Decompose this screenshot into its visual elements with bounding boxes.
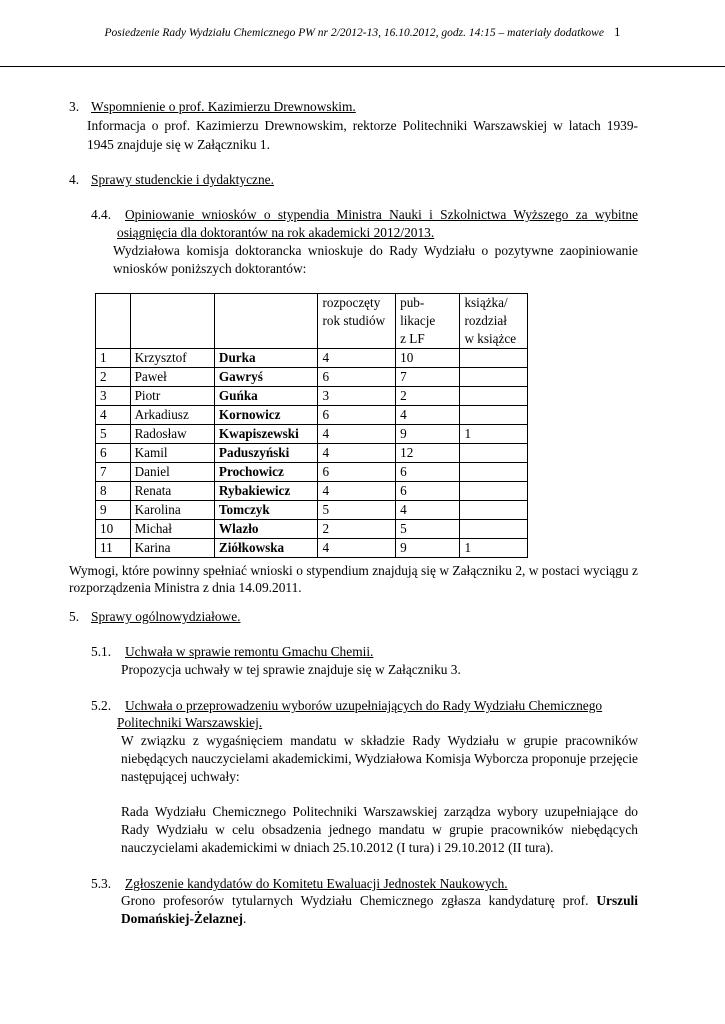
candidate-first-name: Urszuli [596, 893, 638, 908]
last-name: Tomczyk [214, 501, 318, 520]
start-year: 4 [318, 425, 396, 444]
row-number: 11 [96, 539, 131, 558]
book-chapters [460, 349, 528, 368]
start-year: 6 [318, 463, 396, 482]
start-year: 2 [318, 520, 396, 539]
section-4-4-body-line-2: wniosków poniższych doktorantów: [113, 261, 307, 276]
book-chapters [460, 444, 528, 463]
section-5-2-number: 5.2. [91, 698, 112, 713]
book-chapters [460, 387, 528, 406]
table-row [96, 368, 528, 387]
start-year: 4 [318, 349, 396, 368]
header-start-year-line: rok studiów [322, 313, 386, 328]
start-year: 4 [318, 539, 396, 558]
header-rule [0, 66, 725, 67]
last-name: Kornowicz [214, 406, 318, 425]
section-5-3-body-text: Grono profesorów tytularnych Wydziału Chemicznego zgłasza kandydaturę prof. [121, 893, 589, 908]
section-3-title: Wspomnienie o prof. Kazimierzu Drewnowskim. [91, 99, 356, 114]
book-chapters [460, 368, 528, 387]
last-name: Ziółkowska [214, 539, 318, 558]
header-book-chapter-line: w książce [464, 331, 517, 346]
section-5-number: 5. [69, 609, 80, 624]
sentence-end: . [243, 911, 247, 926]
section-5-2-para-1-line-1: W związku z wygaśnięciem mandatu w składzie Rady Wydziału w grupie pracowników [121, 733, 638, 748]
start-year: 4 [318, 482, 396, 501]
requirements-line-1: Wymogi, które powinny spełniać wnioski o stypendium znajdują się w Załączniku 2, w postaci wyciągu z [69, 563, 638, 578]
first-name: Arkadiusz [130, 406, 214, 425]
publications: 9 [396, 539, 460, 558]
first-name: Karolina [130, 501, 214, 520]
header-publications-line: z LF [400, 331, 425, 346]
table-row [96, 463, 528, 482]
publications: 7 [396, 368, 460, 387]
header-start-year-line: rozpoczęty [322, 295, 381, 310]
section-5-3-body-line-1 [121, 891, 638, 911]
book-chapters [460, 482, 528, 501]
section-5-2-para-2-line-3: nauczycielami akademickimi w dniach 25.10.2012 (I tura) i 29.10.2012 (II tura). [121, 840, 554, 855]
first-name: Krzysztof [130, 349, 214, 368]
header-book-chapter-line: rozdział [464, 313, 507, 328]
section-5-1-title: Uchwała w sprawie remontu Gmachu Chemii. [125, 644, 374, 659]
first-name: Karina [130, 539, 214, 558]
section-5-1-number: 5.1. [91, 644, 112, 659]
row-number: 7 [96, 463, 131, 482]
first-name: Renata [130, 482, 214, 501]
section-5-3-title: Zgłoszenie kandydatów do Komitetu Ewaluacji Jednostek Naukowych. [125, 876, 508, 891]
book-chapters [460, 501, 528, 520]
book-chapters [460, 406, 528, 425]
section-5-1-body: Propozycja uchwały w tej sprawie znajduje się w Załączniku 3. [121, 662, 461, 677]
table-row [96, 539, 528, 558]
section-4-4-number: 4.4. [91, 207, 112, 222]
publications: 12 [396, 444, 460, 463]
section-3-body-line-2: 1945 znajduje się w Załączniku 1. [87, 137, 270, 152]
row-number: 6 [96, 444, 131, 463]
table-row [96, 406, 528, 425]
section-5-2-para-1-line-3: następującej uchwały: [121, 769, 240, 784]
row-number: 1 [96, 349, 131, 368]
first-name: Paweł [130, 368, 214, 387]
last-name: Wlazło [214, 520, 318, 539]
doctoral-students-table [95, 293, 528, 558]
publications: 2 [396, 387, 460, 406]
candidate-last-name: Domańskiej-Żelaznej [121, 911, 243, 926]
row-number: 4 [96, 406, 131, 425]
header-publications [396, 294, 460, 349]
first-name: Piotr [130, 387, 214, 406]
start-year: 6 [318, 368, 396, 387]
header-cell-empty [130, 294, 214, 349]
section-5-2-title-line-1: Uchwała o przeprowadzeniu wyborów uzupełniających do Rady Wydziału Chemicznego [125, 698, 603, 713]
page-number: 1 [613, 24, 621, 39]
header-publications-line: pub- [400, 295, 425, 310]
last-name: Paduszyński [214, 444, 318, 463]
header-book-chapter-line: książka/ [464, 295, 508, 310]
publications: 9 [396, 425, 460, 444]
section-5-2-para-1-line-2: niebędących nauczycielami akademickimi, Wydziałowa Komisja Wyborcza proponuje przejęcie [121, 751, 638, 766]
section-5-2-para-2-line-2: Rady Wydziału w celu obsadzenia jednego mandatu w grupie pracowników niebędących [121, 822, 638, 837]
header-start-year [318, 294, 396, 349]
publications: 5 [396, 520, 460, 539]
table-row [96, 425, 528, 444]
section-3-body-line-1: Informacja o prof. Kazimierzu Drewnowskim, rektorze Politechniki Warszawskiej w latach 1939- [87, 118, 638, 133]
section-4-number: 4. [69, 172, 80, 187]
last-name: Rybakiewicz [214, 482, 318, 501]
publications: 10 [396, 349, 460, 368]
section-5-2-para-2-line-1: Rada Wydziału Chemicznego Politechniki Warszawskiej zarządza wybory uzupełniające do [121, 804, 638, 819]
table-row [96, 501, 528, 520]
row-number: 10 [96, 520, 131, 539]
page-header [0, 24, 725, 40]
section-5-title: Sprawy ogólnowydziałowe. [91, 609, 241, 624]
start-year: 4 [318, 444, 396, 463]
start-year: 3 [318, 387, 396, 406]
book-chapters: 1 [460, 425, 528, 444]
last-name: Durka [214, 349, 318, 368]
first-name: Radosław [130, 425, 214, 444]
header-cell-empty [96, 294, 131, 349]
section-5-3-body-line-2 [121, 909, 246, 929]
header-text: Posiedzenie Rady Wydziału Chemicznego PW nr 2/2012-13, 16.10.2012, godz. 14:15 – materiały dodatkowe [104, 27, 604, 39]
book-chapters [460, 520, 528, 539]
table-row [96, 444, 528, 463]
row-number: 3 [96, 387, 131, 406]
section-4-title: Sprawy studenckie i dydaktyczne. [91, 172, 274, 187]
publications: 6 [396, 482, 460, 501]
table-row [96, 387, 528, 406]
last-name: Gawryś [214, 368, 318, 387]
section-5-3-number: 5.3. [91, 876, 112, 891]
section-5-2-title-line-2: Politechniki Warszawskiej. [117, 715, 263, 730]
last-name: Prochowicz [214, 463, 318, 482]
header-book-chapter [460, 294, 528, 349]
start-year: 6 [318, 406, 396, 425]
publications: 4 [396, 501, 460, 520]
table-header-row [96, 294, 528, 349]
table-row [96, 520, 528, 539]
publications: 4 [396, 406, 460, 425]
table-row [96, 349, 528, 368]
first-name: Kamil [130, 444, 214, 463]
last-name: Guńka [214, 387, 318, 406]
requirements-line-2: rozporządzenia Ministra z dnia 14.09.2011. [69, 580, 302, 595]
header-publications-line: likacje [400, 313, 436, 328]
section-3-number: 3. [69, 99, 80, 114]
start-year: 5 [318, 501, 396, 520]
row-number: 2 [96, 368, 131, 387]
section-4-4-title-line-2: osiągnięcia dla doktorantów na rok akademicki 2012/2013. [117, 225, 435, 240]
header-cell-empty [214, 294, 318, 349]
section-4-4-body-line-1: Wydziałowa komisja doktorancka wnioskuje do Rady Wydziału o pozytywne zaopiniowanie [113, 243, 638, 258]
publications: 6 [396, 463, 460, 482]
row-number: 8 [96, 482, 131, 501]
first-name: Michał [130, 520, 214, 539]
book-chapters: 1 [460, 539, 528, 558]
first-name: Daniel [130, 463, 214, 482]
book-chapters [460, 463, 528, 482]
row-number: 5 [96, 425, 131, 444]
table-row [96, 482, 528, 501]
section-4-4-title-line-1: Opiniowanie wniosków o stypendia Ministra Nauki i Szkolnictwa Wyższego za wybitne [125, 207, 638, 222]
row-number: 9 [96, 501, 131, 520]
last-name: Kwapiszewski [214, 425, 318, 444]
